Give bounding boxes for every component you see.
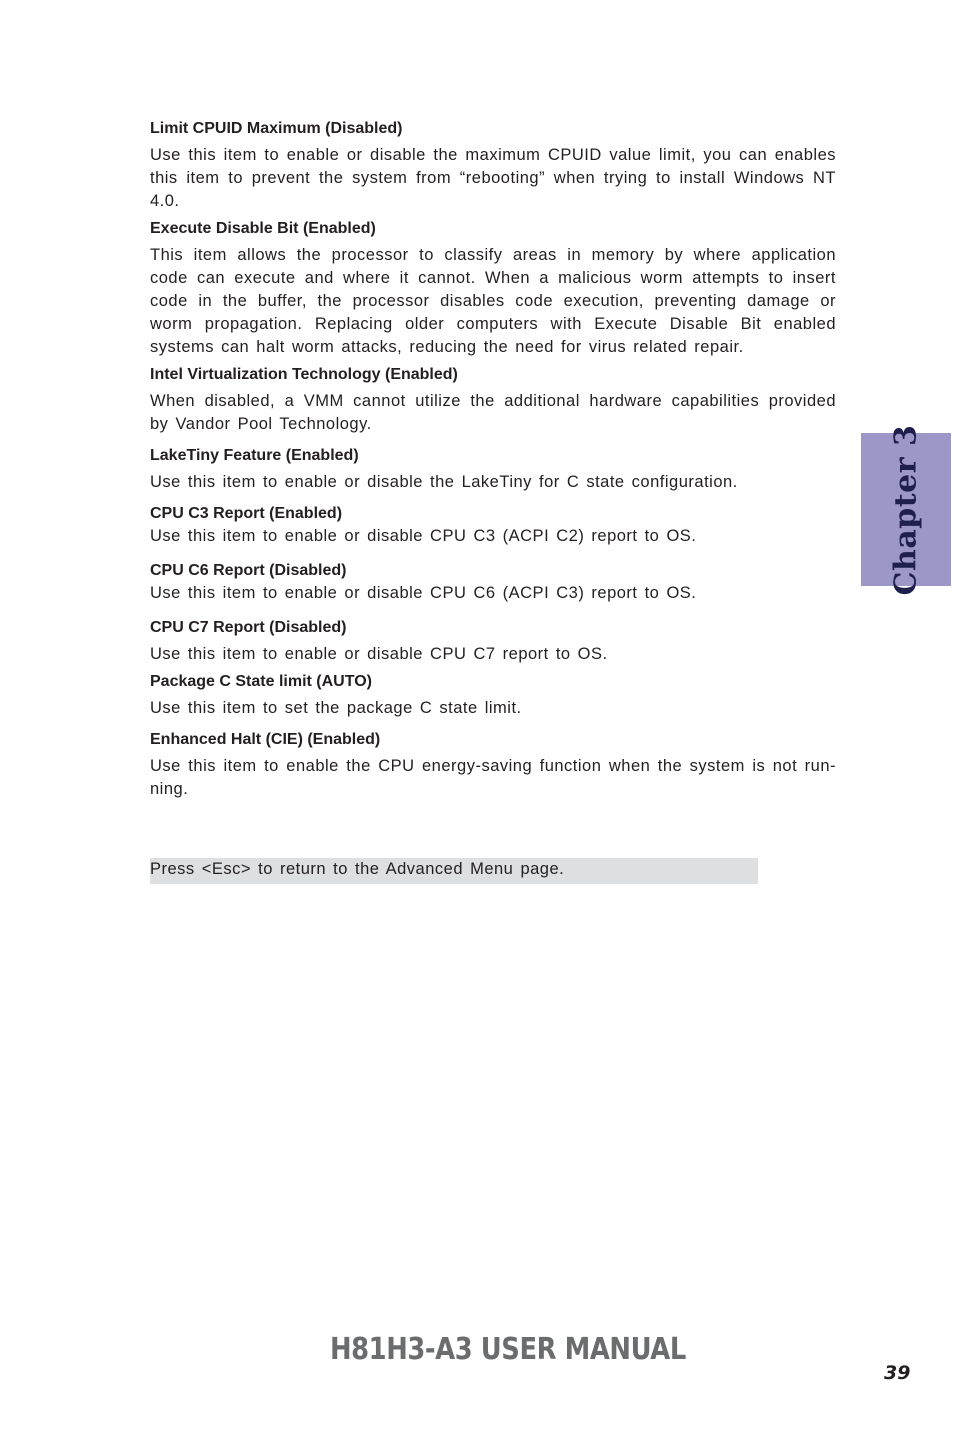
item-description: Use this item to enable the CPU energy-saving function when the system is not run-ning.	[150, 757, 836, 798]
item-execute-disable-bit	[150, 217, 836, 359]
item-title: Package C State limit (AUTO)	[150, 673, 372, 690]
item-description: Use this item to enable or disable CPU C6 (ACPI C3) report to OS.	[150, 584, 697, 602]
item-intel-virtualization	[150, 363, 836, 436]
item-laketiny	[150, 444, 836, 494]
chapter-label: Chapter 3	[888, 424, 924, 595]
item-cpu-c3-report	[150, 502, 836, 548]
item-title: Limit CPUID Maximum (Disabled)	[150, 120, 403, 137]
manual-title: H81H3-A3 USER MANUAL	[330, 1332, 686, 1367]
item-description: Use this item to set the package C state limit.	[150, 699, 522, 717]
item-title: CPU C7 Report (Disabled)	[150, 619, 347, 636]
item-description: Use this item to enable or disable the maximum CPUID value limit, you can enables this item to prevent the system from “rebooting” when trying to install Windows NT 4.0.	[150, 146, 836, 210]
item-description: Use this item to enable or disable CPU C3 (ACPI C2) report to OS.	[150, 527, 697, 545]
item-cpu-c6-report	[150, 559, 836, 605]
item-description: This item allows the processor to classify areas in memory by where application code can execute and where it cannot. When a malicious worm attempts to insert code in the buffer, the processor disables code execution, preventing damage or worm propagation. Replacing older computers with Execute Disable Bit enabled systems can halt worm attacks, reducing the need for virus related repair.	[150, 246, 836, 356]
page-number: 39	[884, 1362, 911, 1384]
item-title: Execute Disable Bit (Enabled)	[150, 220, 376, 237]
item-cpu-c7-report	[150, 616, 836, 666]
item-description: When disabled, a VMM cannot utilize the additional hardware capabilities provided by Vandor Pool Technology.	[150, 392, 836, 433]
item-title: CPU C3 Report (Enabled)	[150, 505, 343, 522]
item-title: Enhanced Halt (CIE) (Enabled)	[150, 731, 381, 748]
item-title: LakeTiny Feature (Enabled)	[150, 447, 359, 464]
item-title: CPU C6 Report (Disabled)	[150, 562, 347, 579]
chapter-tab	[861, 424, 951, 595]
bios-items-section	[150, 117, 836, 805]
item-description: Use this item to enable or disable CPU C7 report to OS.	[150, 645, 608, 663]
item-description: Use this item to enable or disable the LakeTiny for C state configuration.	[150, 473, 738, 491]
item-limit-cpuid	[150, 117, 836, 213]
item-title: Intel Virtualization Technology (Enabled)	[150, 366, 458, 383]
item-package-c-state-limit	[150, 670, 836, 720]
press-esc-note: Press <Esc> to return to the Advanced Menu page.	[150, 858, 758, 884]
item-enhanced-halt	[150, 728, 836, 801]
